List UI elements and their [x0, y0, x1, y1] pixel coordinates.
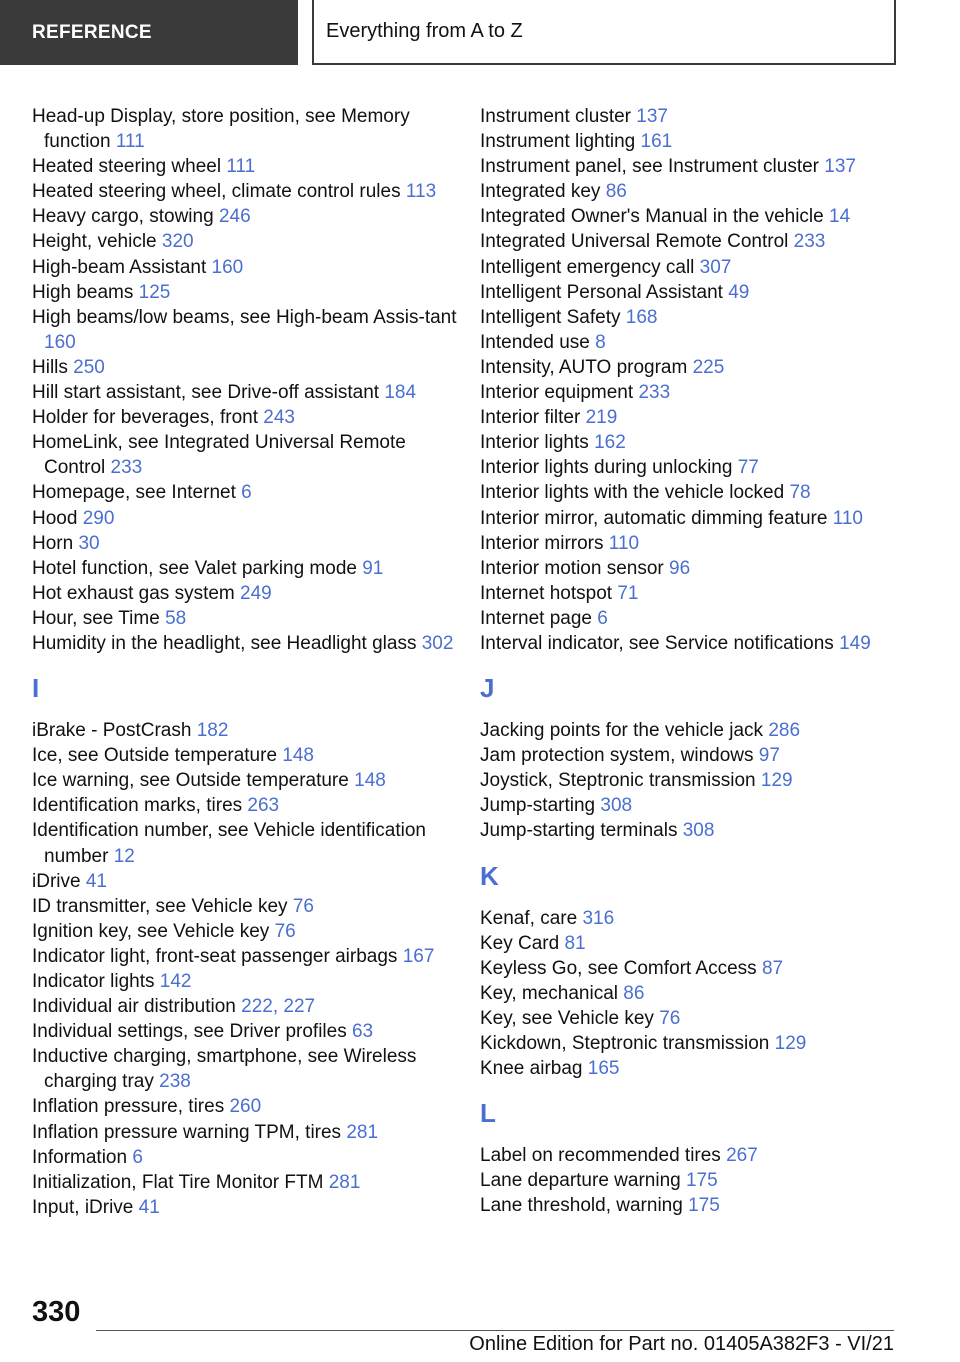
index-entry: [480, 606, 910, 631]
index-entry-term: Jacking points for the vehicle jack: [480, 720, 764, 742]
index-entry: [32, 768, 462, 793]
index-entry: [480, 305, 910, 330]
index-entry-term: Ice, see Outside temperature: [32, 745, 278, 767]
index-entry-term: Lane threshold, warning: [480, 1195, 683, 1217]
index-entry: [480, 154, 910, 179]
page-reference-link[interactable]: 281: [346, 1121, 379, 1143]
index-entry: [32, 556, 462, 581]
index-entry-term: Inflation pressure warning TPM, tires: [32, 1121, 342, 1143]
page-reference-link[interactable]: 149: [839, 632, 871, 654]
page-reference-link[interactable]: 142: [159, 971, 192, 992]
index-entry: [480, 1193, 910, 1218]
chapter-title: Everything from A to Z: [326, 20, 523, 42]
index-entry-term: Heavy cargo, stowing: [32, 206, 214, 228]
index-entry: [480, 506, 910, 531]
index-entry-term: Lane departure warning: [480, 1170, 681, 1192]
index-entry-term: Interior equipment: [480, 382, 634, 404]
index-entry-term: Individual settings, see Driver profiles: [32, 1021, 347, 1043]
page-reference-link[interactable]: 249: [240, 582, 272, 604]
index-entry: [32, 280, 462, 305]
index-entry: [480, 531, 910, 556]
index-entry: [480, 581, 910, 606]
index-column-right: [480, 104, 910, 1218]
page-reference-link[interactable]: 87: [761, 957, 784, 979]
index-entry: [32, 229, 462, 254]
index-entry: [480, 981, 910, 1006]
index-entry: [32, 380, 462, 405]
index-entry-term: Integrated Universal Remote Control: [480, 231, 789, 253]
index-entry-term: Interior filter: [480, 407, 581, 429]
page-reference-link[interactable]: 129: [760, 770, 793, 792]
page-reference-link[interactable]: 167: [402, 945, 435, 967]
page-reference-link[interactable]: 148: [354, 770, 386, 792]
page-reference-link[interactable]: 165: [587, 1058, 620, 1080]
index-entry: [480, 455, 910, 480]
index-entry: [480, 1006, 910, 1031]
page-reference-link[interactable]: 76: [292, 895, 314, 917]
index-entry: [480, 179, 910, 204]
page-reference-link[interactable]: 320: [161, 231, 194, 253]
index-entry: [32, 1195, 462, 1220]
page-reference-link[interactable]: 96: [669, 557, 691, 579]
footer-divider: [96, 1330, 894, 1331]
index-entry-term: Input, iDrive: [32, 1196, 134, 1218]
page-reference-link[interactable]: 263: [247, 795, 280, 817]
index-entry: [480, 380, 910, 405]
index-entry-term: Kickdown, Steptronic transmission: [480, 1033, 770, 1054]
index-entry: [32, 869, 462, 894]
index-entry-term: Jump-starting: [480, 795, 596, 817]
page-reference-link[interactable]: 286: [768, 720, 801, 742]
index-entry: [32, 154, 462, 179]
chapter-header: [312, 0, 896, 65]
index-entry-term: Ice warning, see Outside temperature: [32, 770, 349, 792]
index-entry-term: Kenaf, care: [480, 907, 578, 929]
index-entry: [32, 743, 462, 768]
index-entry: [32, 480, 462, 505]
index-column-left: [32, 104, 462, 1220]
index-entry: [480, 1168, 910, 1193]
index-entry: [480, 129, 910, 154]
page-reference-link[interactable]: 184: [384, 382, 417, 404]
page-reference-link[interactable]: 243: [263, 407, 295, 429]
index-entry: [32, 969, 462, 994]
index-entry-term: Heated steering wheel, climate control rules: [32, 181, 401, 203]
index-entry-term: Internet hotspot: [480, 582, 613, 604]
page-reference-link[interactable]: 91: [362, 557, 384, 579]
index-entry-term: Intended use: [480, 331, 590, 353]
page-reference-link[interactable]: 76: [659, 1007, 681, 1029]
page-reference-link[interactable]: 110: [608, 532, 640, 554]
index-entry: [480, 104, 910, 129]
page-reference-link[interactable]: 12: [113, 845, 135, 867]
index-entry-term: Individual air distribution: [32, 996, 236, 1018]
index-entry: [480, 255, 910, 280]
index-entry-term: Instrument lighting: [480, 131, 636, 153]
index-entry-term: High beams: [32, 281, 134, 303]
index-entry: [480, 204, 910, 229]
index-entry-term: Interior lights: [480, 432, 589, 454]
page-reference-link[interactable]: 71: [617, 582, 639, 604]
page-reference-link[interactable]: 137: [824, 156, 856, 178]
page-reference-link[interactable]: 78: [789, 482, 811, 504]
page-reference-link[interactable]: 125: [138, 281, 171, 303]
index-entry: [32, 506, 462, 531]
page-reference-link[interactable]: 63: [351, 1021, 374, 1043]
index-entry-term: Intensity, AUTO program: [480, 356, 688, 378]
index-entry: [32, 255, 462, 280]
index-entry-term: Key, see Vehicle key: [480, 1007, 654, 1029]
page-reference-link[interactable]: 267: [726, 1145, 758, 1167]
index-entry-term: Information: [32, 1146, 128, 1168]
index-entry-term: Jump-starting terminals: [480, 820, 678, 842]
index-entry: [32, 355, 462, 380]
index-entry: [480, 768, 910, 793]
page-reference-link[interactable]: 111: [226, 156, 256, 178]
page-reference-link[interactable]: 168: [625, 306, 658, 328]
index-entry: [32, 179, 462, 204]
index-entry: [480, 1143, 910, 1168]
index-entry-term: Label on recommended tires: [480, 1145, 721, 1167]
index-entry-term: Hot exhaust gas system: [32, 582, 235, 604]
page-reference-link[interactable]: 49: [728, 281, 750, 303]
page-reference-link[interactable]: 76: [274, 920, 296, 942]
page-reference-link[interactable]: 219: [585, 407, 618, 429]
index-entry-term: High beams/low beams, see High-beam Assis-tant: [32, 306, 457, 328]
page-reference-link[interactable]: 260: [229, 1096, 262, 1118]
edition-footer: Online Edition for Part no. 01405A382F3 - VI/21: [469, 1333, 894, 1355]
index-entry-term: Hood: [32, 507, 78, 529]
index-entry: [480, 355, 910, 380]
index-entry: [480, 229, 910, 254]
page-number: 330: [32, 1296, 81, 1328]
index-entry-term: Identification number, see Vehicle identification number: [32, 820, 426, 867]
index-entry: [32, 718, 462, 743]
page-reference-link[interactable]: 6: [241, 482, 252, 504]
page-reference-link[interactable]: 175: [685, 1170, 718, 1192]
page-reference-link[interactable]: 233: [638, 382, 671, 404]
page-reference-link[interactable]: 81: [564, 932, 586, 954]
index-entry: [32, 1019, 462, 1044]
index-entry: [32, 818, 462, 868]
index-entry-term: Knee airbag: [480, 1058, 583, 1080]
index-entry: [480, 956, 910, 981]
index-entry: [32, 531, 462, 556]
page-reference-link[interactable]: 162: [594, 432, 626, 454]
index-entry: [480, 931, 910, 956]
index-entry: [32, 305, 462, 355]
index-entry: [32, 606, 462, 631]
index-entry-term: Interior motion sensor: [480, 557, 664, 579]
index-entry: [32, 944, 462, 969]
index-entry-term: Indicator lights: [32, 971, 155, 992]
index-entry: [480, 330, 910, 355]
index-entry-term: Internet page: [480, 607, 592, 629]
page-reference-link[interactable]: 290: [82, 507, 115, 529]
index-entry-term: ID transmitter, see Vehicle key: [32, 895, 288, 917]
index-letter-heading: K: [480, 860, 499, 891]
index-entry: [480, 906, 910, 931]
page-reference-link[interactable]: 97: [758, 745, 780, 767]
page-reference-link[interactable]: 129: [774, 1033, 807, 1054]
index-entry: [32, 581, 462, 606]
page-reference-link[interactable]: 6: [597, 607, 608, 629]
index-entry-term: Heated steering wheel: [32, 156, 222, 178]
index-entry-term: HomeLink, see Integrated Universal Remote Control: [32, 432, 406, 479]
page-reference-link[interactable]: 281: [328, 1171, 361, 1193]
page-reference-link[interactable]: 161: [640, 131, 673, 153]
index-entry-term: Interior mirror, automatic dimming feature: [480, 507, 828, 529]
index-entry-term: Hour, see Time: [32, 607, 160, 629]
index-entry: [480, 818, 910, 843]
index-entry-term: Initialization, Flat Tire Monitor FTM: [32, 1171, 324, 1193]
page-reference-link[interactable]: 250: [73, 356, 105, 378]
page-reference-link[interactable]: 308: [682, 820, 715, 842]
index-entry-term: Hill start assistant, see Drive-off assistant: [32, 382, 380, 404]
index-entry-term: Interval indicator, see Service notifications: [480, 632, 834, 654]
index-entry-term: Indicator light, front-seat passenger airbags: [32, 945, 398, 967]
index-entry-term: Humidity in the headlight, see Headlight glass: [32, 632, 417, 654]
section-title: REFERENCE: [32, 21, 152, 43]
index-entry-term: Inductive charging, smartphone, see Wireless charging tray: [32, 1046, 417, 1093]
page-reference-link[interactable]: 111: [115, 131, 145, 153]
index-entry: [480, 631, 910, 656]
index-entry-term: Key, mechanical: [480, 982, 618, 1004]
section-tab: [0, 0, 298, 65]
page-reference-link[interactable]: 6: [132, 1146, 143, 1168]
page-reference-link[interactable]: 307: [699, 256, 732, 278]
index-entry-term: Joystick, Steptronic transmission: [480, 770, 756, 792]
page-reference-link[interactable]: 246: [218, 206, 251, 228]
index-entry-term: Integrated Owner's Manual in the vehicle: [480, 206, 824, 228]
index-entry: [32, 919, 462, 944]
page-reference-link[interactable]: 77: [737, 457, 759, 479]
index-entry-term: Key Card: [480, 932, 560, 954]
page-reference-link[interactable]: 14: [829, 206, 851, 228]
index-letter-heading: I: [32, 673, 40, 704]
index-entry-term: Hills: [32, 356, 68, 378]
index-entry: [480, 1056, 910, 1081]
index-entry: [480, 1031, 910, 1056]
index-entry-term: Interior lights during unlocking: [480, 457, 733, 479]
index-entry: [32, 631, 462, 656]
index-entry-term: Holder for beverages, front: [32, 407, 259, 429]
page-reference-link[interactable]: 58: [165, 607, 187, 629]
index-entry: [480, 718, 910, 743]
index-entry-term: Keyless Go, see Comfort Access: [480, 957, 757, 979]
index-entry-term: High-beam Assistant: [32, 256, 207, 278]
page-reference-link[interactable]: 160: [211, 256, 244, 278]
page-reference-link[interactable]: 41: [138, 1196, 160, 1218]
index-entry-term: iBrake - PostCrash: [32, 720, 192, 742]
index-entry: [32, 204, 462, 229]
index-entry: [480, 480, 910, 505]
index-entry-term: Interior mirrors: [480, 532, 604, 554]
page-reference-link[interactable]: 86: [623, 982, 645, 1004]
page-reference-link[interactable]: 160: [44, 331, 76, 353]
page-reference-link[interactable]: 233: [793, 231, 826, 253]
index-entry-term: Intelligent Safety: [480, 306, 621, 328]
page-reference-link[interactable]: 41: [85, 870, 107, 892]
index-entry-term: Instrument panel, see Instrument cluster: [480, 156, 819, 178]
index-entry: [32, 430, 462, 480]
index-entry-term: Intelligent emergency call: [480, 256, 695, 278]
index-entry-term: Hotel function, see Valet parking mode: [32, 557, 357, 579]
page-reference-link[interactable]: 302: [421, 632, 454, 654]
page-reference-link[interactable]: 222, 227: [241, 996, 316, 1018]
index-entry: [32, 994, 462, 1019]
index-entry-term: Identification marks, tires: [32, 795, 243, 817]
page-reference-link[interactable]: 113: [405, 181, 437, 203]
index-entry-term: Jam protection system, windows: [480, 745, 754, 767]
index-entry-term: Interior lights with the vehicle locked: [480, 482, 785, 504]
index-entry-term: Integrated key: [480, 181, 601, 203]
index-entry-term: iDrive: [32, 870, 81, 892]
index-entry-term: Intelligent Personal Assistant: [480, 281, 723, 303]
page-reference-link[interactable]: 30: [78, 532, 100, 554]
index-entry-term: Height, vehicle: [32, 231, 157, 253]
page-reference-link[interactable]: 182: [196, 720, 229, 742]
page-reference-link[interactable]: 86: [605, 181, 627, 203]
index-entry-term: Homepage, see Internet: [32, 482, 236, 504]
index-entry-term: Instrument cluster: [480, 106, 631, 127]
index-entry: [480, 280, 910, 305]
page-reference-link[interactable]: 308: [600, 795, 633, 817]
index-entry: [480, 793, 910, 818]
index-entry-term: Ignition key, see Vehicle key: [32, 920, 270, 942]
index-entry: [32, 1145, 462, 1170]
index-entry: [480, 405, 910, 430]
page-reference-link[interactable]: 137: [636, 106, 668, 127]
index-letter-heading: L: [480, 1098, 496, 1129]
index-entry-term: Inflation pressure, tires: [32, 1096, 225, 1118]
index-entry-term: Horn: [32, 532, 74, 554]
page-reference-link[interactable]: 148: [282, 745, 314, 767]
page-reference-link[interactable]: 238: [159, 1071, 191, 1093]
index-entry: [32, 1094, 462, 1119]
index-entry: [32, 1170, 462, 1195]
index-entry: [32, 405, 462, 430]
index-entry: [480, 430, 910, 455]
page-reference-link[interactable]: 233: [110, 457, 143, 479]
index-entry: [32, 104, 462, 154]
index-entry: [32, 1120, 462, 1145]
page-reference-link[interactable]: 175: [688, 1195, 720, 1217]
page-reference-link[interactable]: 110: [832, 507, 863, 529]
index-entry: [480, 556, 910, 581]
index-entry: [480, 743, 910, 768]
index-entry-term: Head-up Display, store position, see Memory function: [32, 106, 410, 153]
index-entry: [32, 793, 462, 818]
page-reference-link[interactable]: 225: [692, 356, 725, 378]
index-entry: [32, 1044, 462, 1094]
index-letter-heading: J: [480, 673, 495, 704]
page-reference-link[interactable]: 316: [582, 907, 615, 929]
page-reference-link[interactable]: 8: [595, 331, 606, 353]
index-entry: [32, 894, 462, 919]
